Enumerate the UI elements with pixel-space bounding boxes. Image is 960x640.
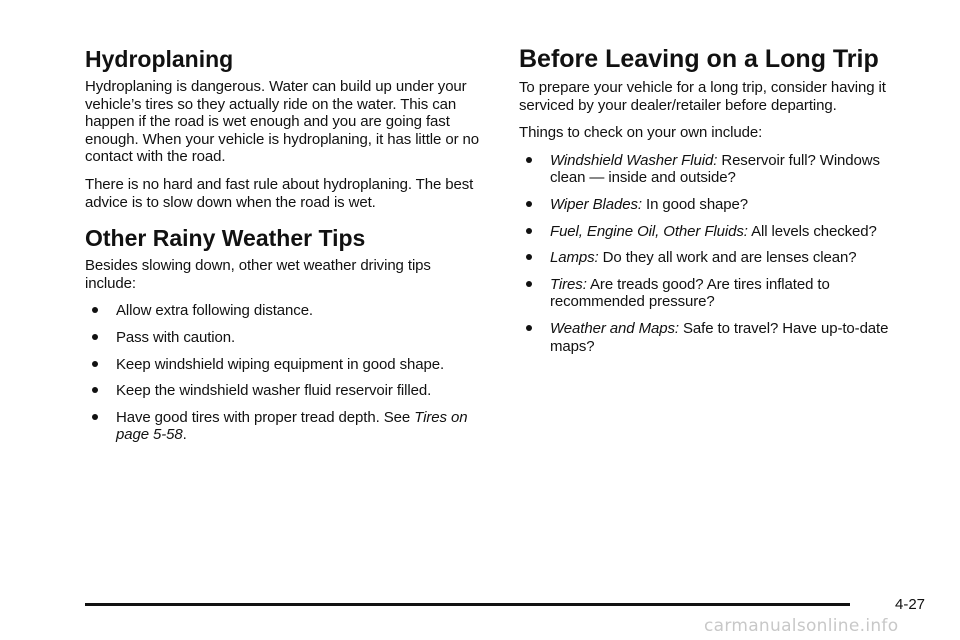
footer-rule [85, 603, 850, 606]
watermark: carmanualsonline.info [704, 616, 899, 636]
rainy-weather-intro: Besides slowing down, other wet weather driving tips include: [85, 257, 431, 292]
bullet-icon [92, 387, 98, 393]
bullet-icon [92, 334, 98, 340]
left-column [85, 44, 485, 453]
right-column [519, 44, 919, 364]
list-item: Weather and Maps: Safe to travel? Have up-to-date maps? [519, 320, 919, 355]
bullet-icon [526, 281, 532, 287]
bullet-icon [92, 414, 98, 420]
list-item: Allow extra following distance. [85, 302, 485, 320]
list-item: Windshield Washer Fluid: Reservoir full? Windows clean — inside and outside? [519, 152, 919, 187]
list-item: Fuel, Engine Oil, Other Fluids: All levels checked? [519, 223, 919, 241]
bullet-icon [92, 361, 98, 367]
rainy-weather-heading: Other Rainy Weather Tips [85, 225, 366, 252]
list-item: Wiper Blades: In good shape? [519, 196, 919, 214]
long-trip-checklist [519, 152, 919, 355]
hydroplaning-paragraph-2: There is no hard and fast rule about hydroplaning. The best advice is to slow down when the road is wet. [85, 175, 474, 211]
long-trip-paragraph-2: Things to check on your own include: [519, 124, 763, 142]
bullet-icon [526, 325, 532, 331]
list-item: Lamps: Do they all work and are lenses clean? [519, 249, 919, 267]
list-item: Have good tires with proper tread depth. See Tires on page 5-58. [85, 409, 485, 444]
long-trip-paragraph-1: To prepare your vehicle for a long trip, consider having it serviced by your dealer/retailer before departing. [519, 79, 886, 114]
bullet-icon [526, 254, 532, 260]
hydroplaning-paragraph-1: Hydroplaning is dangerous. Water can build up under your vehicle’s tires so they actually ride on the water. This can happen if the road is wet enough and you are going fast enough. When your vehicle is hydroplaning, it has little or no contact with the road. [85, 78, 480, 166]
bullet-icon [526, 157, 532, 163]
page-number: 4-27 [895, 596, 926, 613]
rainy-weather-list [85, 302, 485, 444]
list-item: Keep the windshield washer fluid reservoir filled. [85, 382, 485, 400]
hydroplaning-heading: Hydroplaning [85, 46, 234, 72]
bullet-icon [526, 228, 532, 234]
list-item: Tires: Are treads good? Are tires inflated to recommended pressure? [519, 276, 919, 311]
tires-page-reference-link[interactable]: Tires on page 5-58 [116, 408, 468, 444]
bullet-icon [92, 307, 98, 313]
list-item: Pass with caution. [85, 329, 485, 347]
list-item: Keep windshield wiping equipment in good shape. [85, 356, 485, 374]
long-trip-heading: Before Leaving on a Long Trip [519, 45, 879, 73]
bullet-icon [526, 201, 532, 207]
